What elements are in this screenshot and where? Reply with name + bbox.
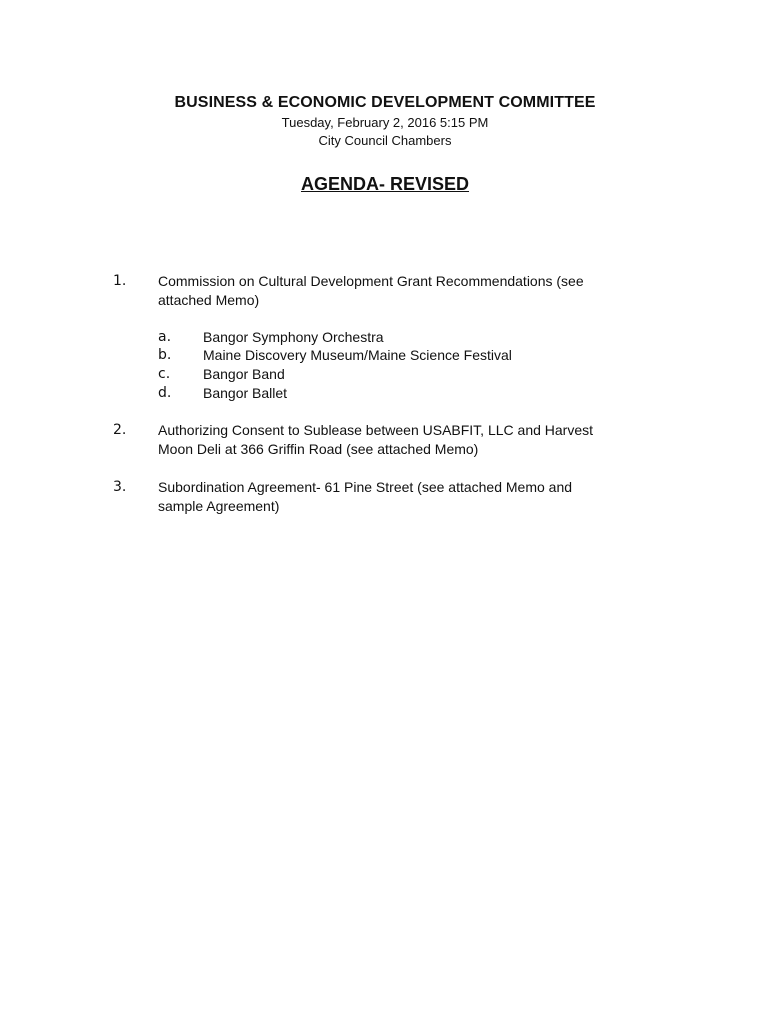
committee-title: BUSINESS & ECONOMIC DEVELOPMENT COMMITTEE bbox=[174, 94, 596, 111]
meeting-date-time: Tuesday, February 2, 2016 5:15 PM bbox=[281, 115, 489, 130]
sub-item-letter: b. bbox=[158, 347, 172, 363]
item-text-line: Commission on Cultural Development Grant Recommendations (see bbox=[158, 273, 584, 289]
document-header bbox=[0, 92, 770, 150]
sub-item-letter: c. bbox=[158, 366, 171, 382]
sub-item-text: Bangor Ballet bbox=[203, 385, 288, 401]
sub-item-letter: d. bbox=[158, 385, 172, 401]
sub-item-text: Maine Discovery Museum/Maine Science Festival bbox=[203, 347, 512, 363]
sub-item-letter: a. bbox=[158, 329, 172, 345]
item-text-line: sample Agreement) bbox=[158, 498, 280, 514]
meeting-location: City Council Chambers bbox=[318, 133, 452, 148]
item-number: 3. bbox=[113, 479, 127, 495]
item-text bbox=[158, 478, 628, 516]
item-text bbox=[158, 421, 628, 459]
sub-item-text: Bangor Band bbox=[203, 366, 285, 382]
item-text bbox=[158, 272, 628, 310]
item-text-line: attached Memo) bbox=[158, 292, 260, 308]
item-number: 2. bbox=[113, 422, 127, 438]
agenda-title: AGENDA- REVISED bbox=[300, 174, 470, 194]
sub-item-text: Bangor Symphony Orchestra bbox=[203, 329, 384, 345]
item-text-line: Authorizing Consent to Sublease between USABFIT, LLC and Harvest bbox=[158, 422, 594, 438]
item-text-line: Moon Deli at 366 Griffin Road (see attached Memo) bbox=[158, 441, 479, 457]
item-number: 1. bbox=[113, 273, 127, 289]
item-text-line: Subordination Agreement- 61 Pine Street (see attached Memo and bbox=[158, 479, 573, 495]
